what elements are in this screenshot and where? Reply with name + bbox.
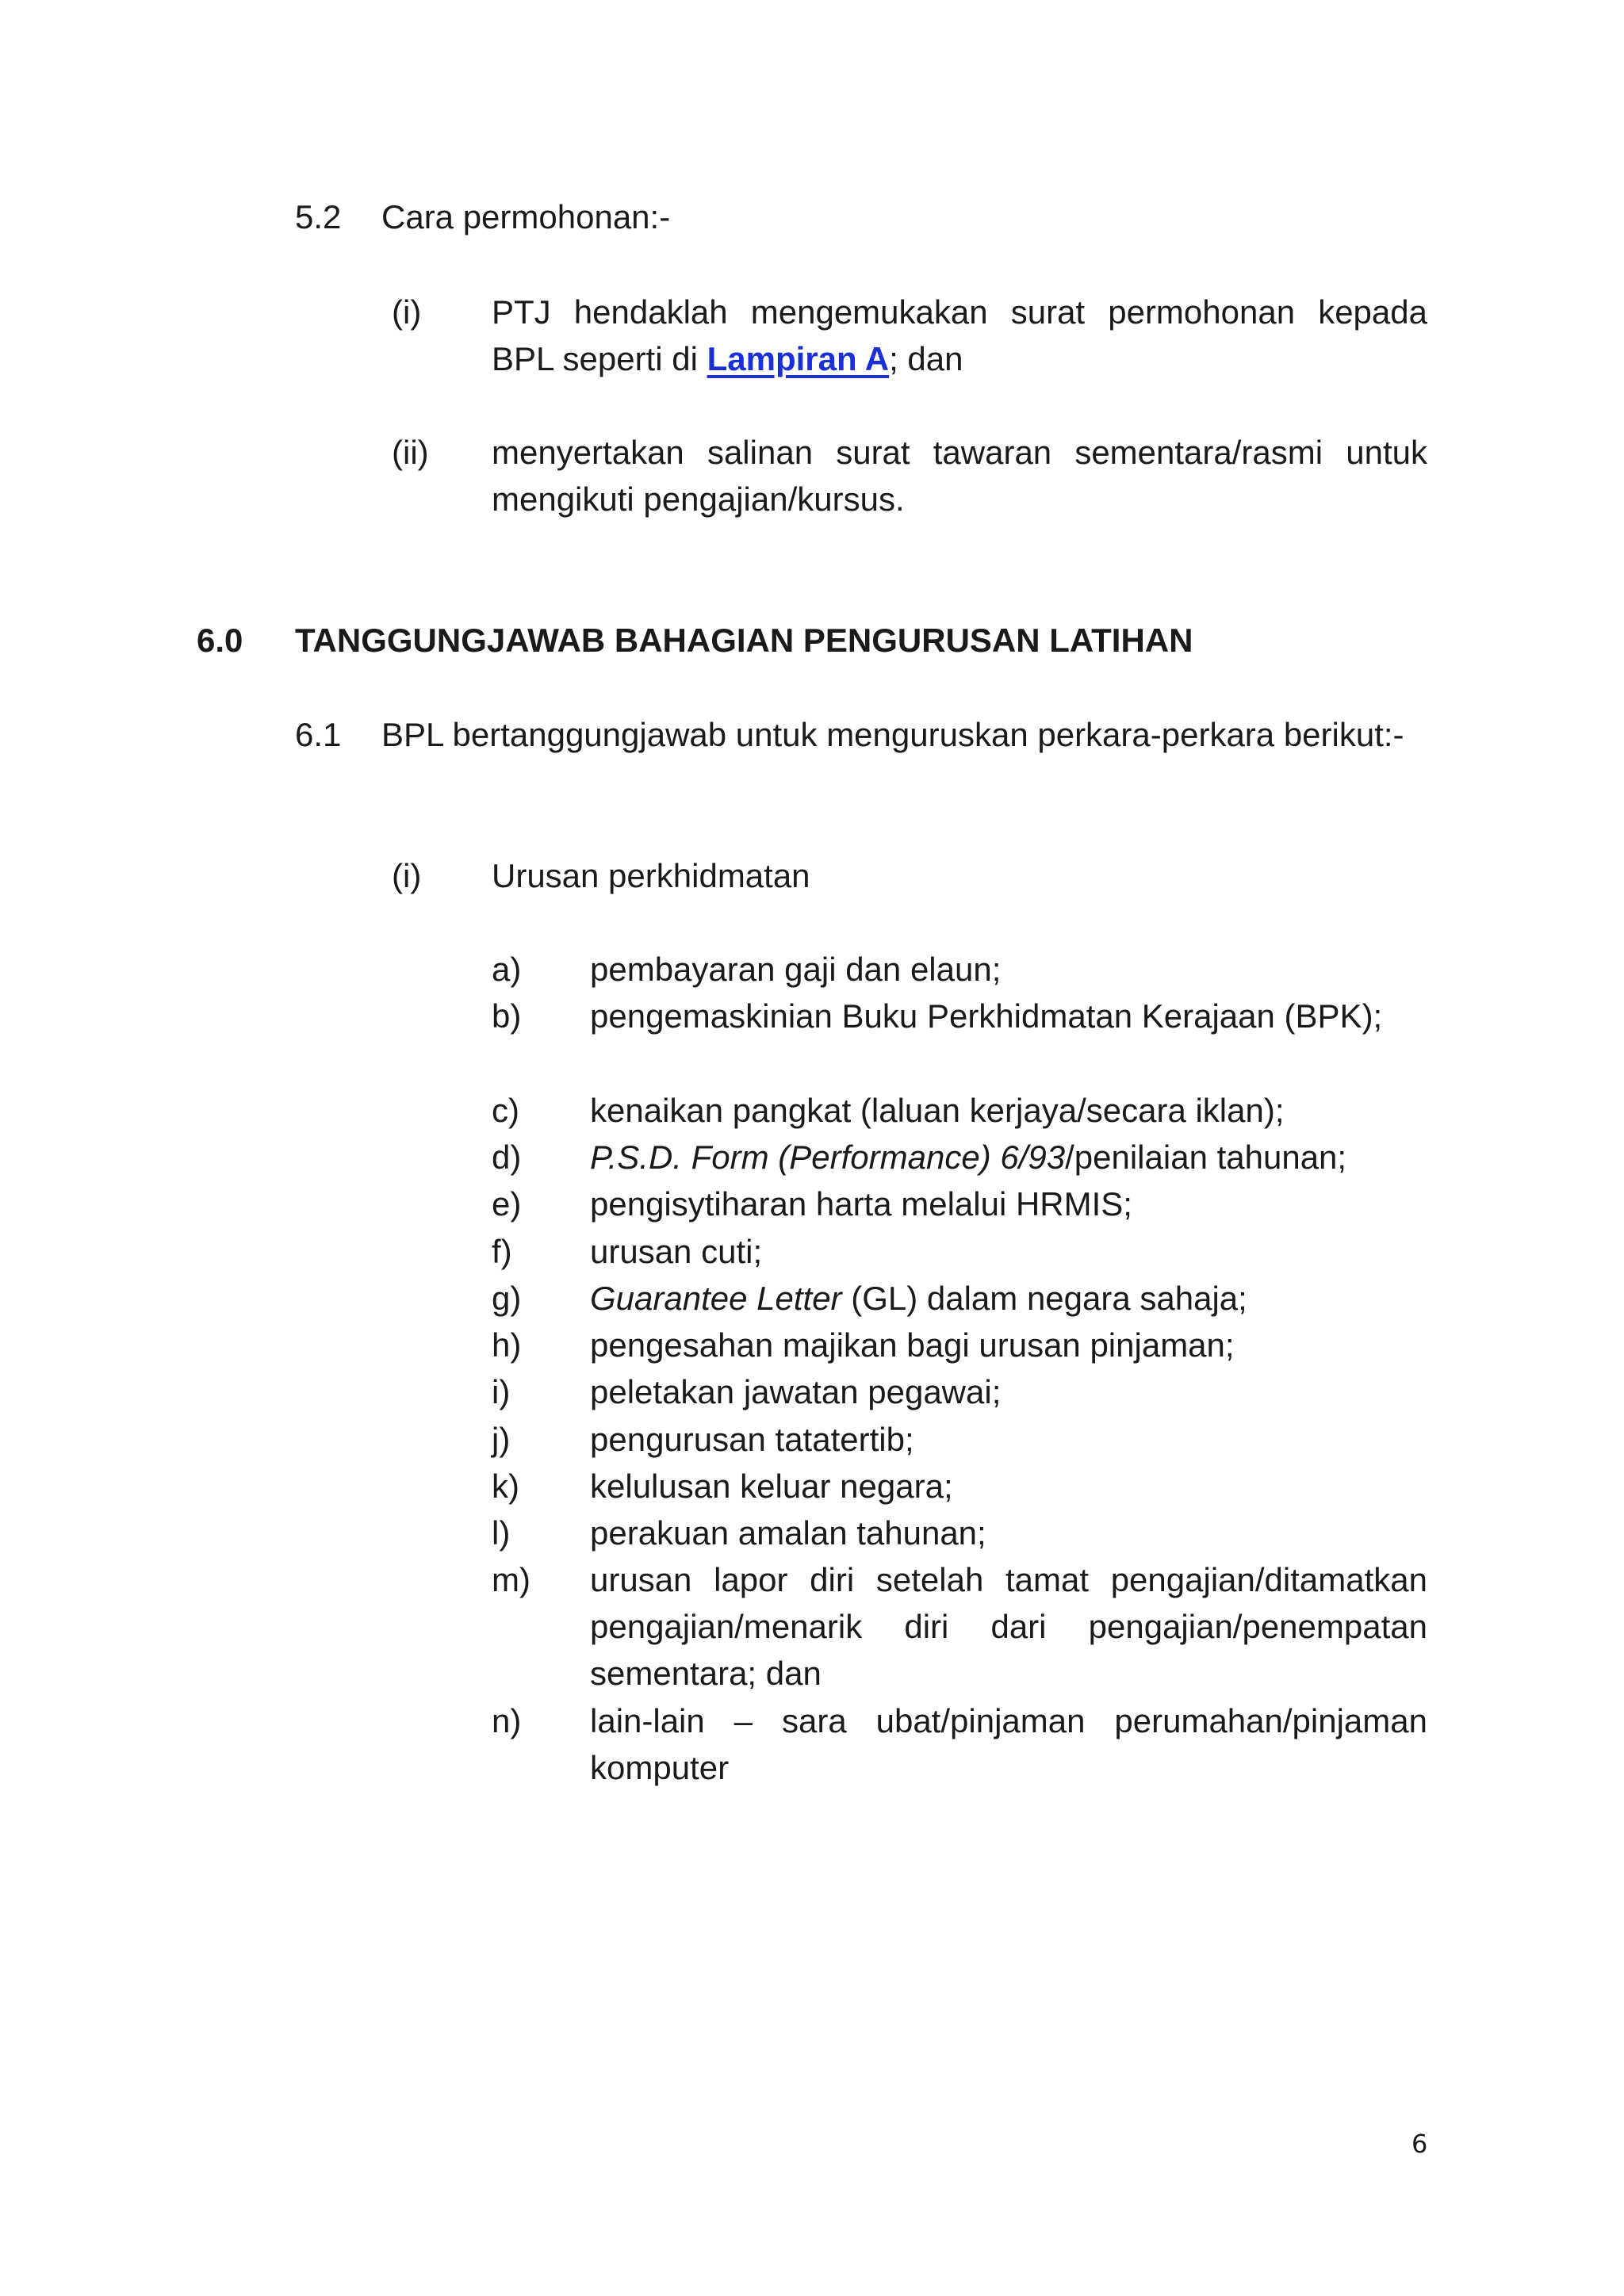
list-item-m: urusan lapor diri setelah tamat pengajian/ditamatkan pengajian/menarik diri dari pengajian/penempatan sementara; dan	[590, 1561, 1427, 1692]
list-item-h: pengesahan majikan bagi urusan pinjaman;	[590, 1326, 1235, 1364]
list-item-k: kelulusan keluar negara;	[590, 1468, 953, 1505]
item-label: (i)	[392, 857, 422, 894]
section-6-1-number: 6.1	[295, 716, 342, 753]
section-6-title: TANGGUNGJAWAB BAHAGIAN PENGURUSAN LATIHAN	[295, 622, 1193, 659]
list-item-g	[590, 1275, 1427, 1322]
list-item-j: pengurusan tatatertib;	[590, 1421, 914, 1458]
label-n: n)	[492, 1702, 522, 1739]
label-d: d)	[492, 1138, 522, 1176]
item-text: PTJ hendaklah mengemukakan surat permohonan kepada BPL seperti di	[492, 293, 1427, 377]
page-number: 6	[1411, 2129, 1428, 2159]
label-l: l)	[492, 1514, 511, 1552]
label-f: f)	[492, 1233, 512, 1270]
label-b: b)	[492, 997, 522, 1035]
section-6-1-text: BPL bertanggungjawab untuk menguruskan perkara-perkara berikut:-	[381, 716, 1404, 753]
list-item-g-text: (GL) dalam negara sahaja;	[841, 1280, 1247, 1317]
label-i: i)	[492, 1373, 511, 1410]
item-label: (i)	[392, 293, 422, 331]
list-item-b: pengemaskinian Buku Perkhidmatan Kerajaan (BPK);	[590, 997, 1383, 1035]
lampiran-a-link[interactable]: Lampiran A	[707, 340, 890, 377]
list-item-d	[590, 1134, 1427, 1181]
list-item-d-text: /penilaian tahunan;	[1065, 1138, 1347, 1176]
list-item-e: pengisytiharan harta melalui HRMIS;	[590, 1185, 1132, 1223]
list-item-i: peletakan jawatan pegawai;	[590, 1373, 1002, 1410]
list-item-c: kenaikan pangkat (laluan kerjaya/secara iklan);	[590, 1092, 1285, 1129]
item-label: (ii)	[392, 434, 429, 471]
label-g: g)	[492, 1280, 522, 1317]
label-e: e)	[492, 1185, 522, 1223]
label-a: a)	[492, 951, 522, 988]
item-text-after: ; dan	[889, 340, 963, 377]
label-j: j)	[492, 1421, 511, 1458]
guarantee-letter-italic: Guarantee Letter	[590, 1280, 842, 1317]
list-item-l: perakuan amalan tahunan;	[590, 1514, 986, 1552]
section-6-number: 6.0	[197, 622, 243, 659]
list-item-n: lain-lain – sara ubat/pinjaman perumahan/pinjaman komputer	[590, 1702, 1427, 1786]
list-item	[492, 289, 1427, 382]
list-item-a: pembayaran gaji dan elaun;	[590, 951, 1002, 988]
list-item-f: urusan cuti;	[590, 1233, 763, 1270]
section-5-2-title: Cara permohonan:-	[381, 198, 671, 235]
label-c: c)	[492, 1092, 519, 1129]
label-k: k)	[492, 1468, 519, 1505]
item-text: menyertakan salinan surat tawaran sementara/rasmi untuk mengikuti pengajian/kursus.	[492, 434, 1427, 518]
sub-title: Urusan perkhidmatan	[492, 857, 810, 894]
section-5-2-number: 5.2	[295, 198, 342, 235]
label-m: m)	[492, 1561, 530, 1598]
label-h: h)	[492, 1326, 522, 1364]
psd-form-italic: P.S.D. Form (Performance) 6/93	[590, 1138, 1066, 1176]
